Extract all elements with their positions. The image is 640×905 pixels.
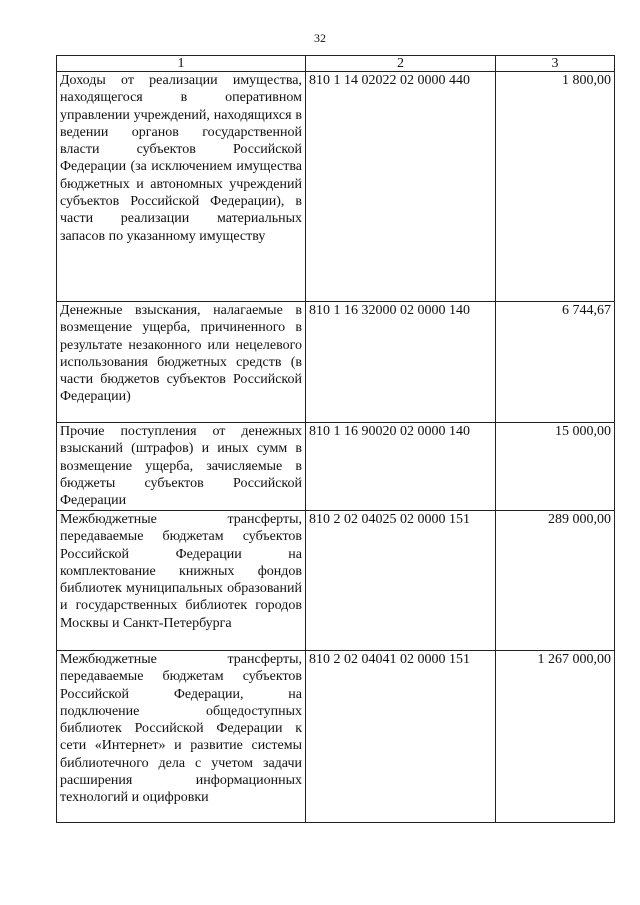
row-description: Доходы от реализации имущества, находящегося в оперативном управлении учреждений, находящихся в ведении органов государственной власти субъектов Российской Федерации (за исключением имущества бюджетных и автономных учреждений субъектов Российской Федерации), в части реализации материальных запасов по указанному имуществу bbox=[57, 72, 306, 302]
table-row bbox=[57, 72, 615, 302]
table-row bbox=[57, 302, 615, 423]
row-code: 810 1 14 02022 02 0000 440 bbox=[306, 72, 496, 302]
column-header-description: 1 bbox=[57, 56, 306, 72]
column-header-code: 2 bbox=[306, 56, 496, 72]
row-code: 810 2 02 04025 02 0000 151 bbox=[306, 511, 496, 651]
revenue-table bbox=[56, 55, 615, 823]
row-description: Межбюджетные трансферты, передаваемые бюджетам субъектов Российской Федерации, на подключение общедоступных библиотек Российской Федерации к сети «Интернет» и развитие системы библиотечного дела с учетом задачи расширения информационных технологий и оцифровки bbox=[57, 651, 306, 823]
row-code: 810 2 02 04041 02 0000 151 bbox=[306, 651, 496, 823]
row-amount: 6 744,67 bbox=[496, 302, 615, 423]
row-amount: 1 800,00 bbox=[496, 72, 615, 302]
row-description: Прочие поступления от денежных взысканий (штрафов) и иных сумм в возмещение ущерба, зачисляемые в бюджеты субъектов Российской Федерации bbox=[57, 423, 306, 511]
row-description: Денежные взыскания, налагаемые в возмещение ущерба, причиненного в результате незаконного или нецелевого использования бюджетных средств (в части бюджетов субъектов Российской Федерации) bbox=[57, 302, 306, 423]
row-code: 810 1 16 90020 02 0000 140 bbox=[306, 423, 496, 511]
column-header-amount: 3 bbox=[496, 56, 615, 72]
row-amount: 289 000,00 bbox=[496, 511, 615, 651]
row-amount: 1 267 000,00 bbox=[496, 651, 615, 823]
row-amount: 15 000,00 bbox=[496, 423, 615, 511]
table-header-row bbox=[57, 56, 615, 72]
table-row bbox=[57, 423, 615, 511]
table-row bbox=[57, 651, 615, 823]
row-code: 810 1 16 32000 02 0000 140 bbox=[306, 302, 496, 423]
table-row bbox=[57, 511, 615, 651]
page-number: 32 bbox=[314, 31, 326, 45]
row-description: Межбюджетные трансферты, передаваемые бюджетам субъектов Российской Федерации на комплектование книжных фондов библиотек муниципальных образований и государственных библиотек городов Москвы и Санкт-Петербурга bbox=[57, 511, 306, 651]
